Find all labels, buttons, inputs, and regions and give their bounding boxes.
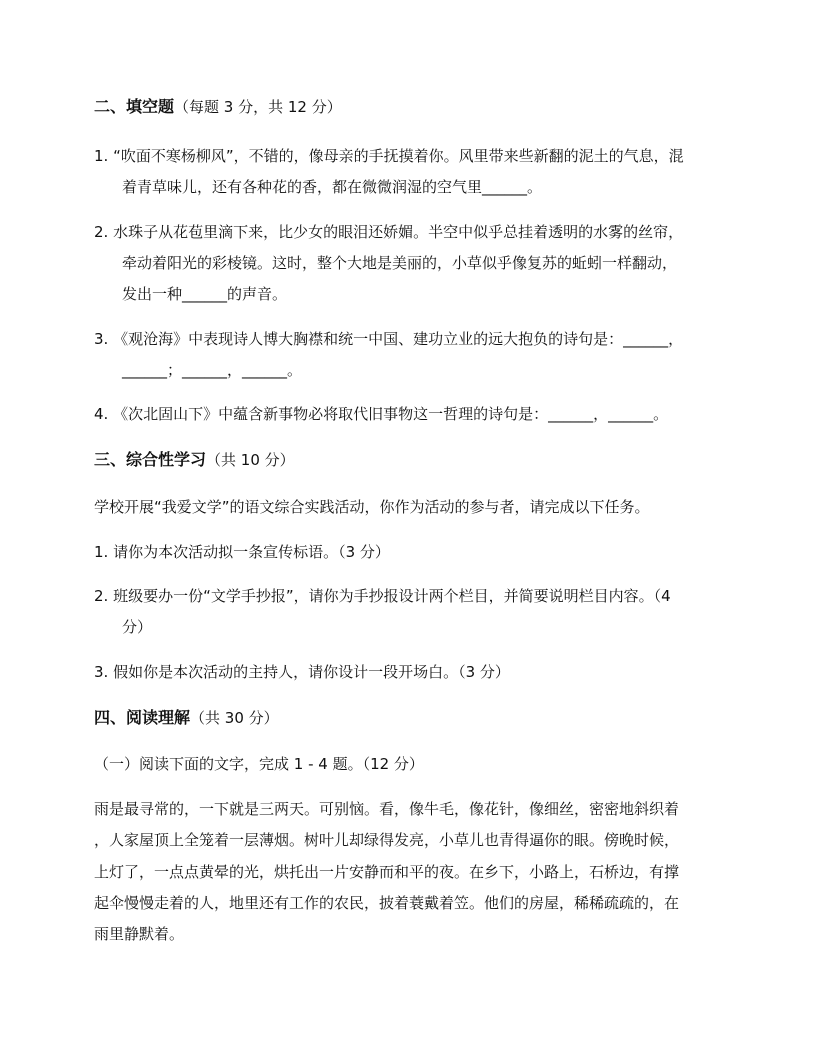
s2-q1-line1: 1. “吹面不寒杨柳风”，不错的，像母亲的手抚摸着你。风里带来些新翻的泥土的气息，混	[94, 147, 684, 165]
s3-q2-line2: 分）	[122, 618, 153, 636]
s2-q3-line1: 3. 《观沧海》中表现诗人博大胸襟和统一中国、建功立业的远大抱负的诗句是：______，	[94, 330, 684, 348]
s2-q2-line1: 2. 水珠子从花苞里滴下来，比少女的眼泪还娇媚。半空中似乎总挂着透明的水雾的丝帘，	[94, 223, 684, 241]
s2-q3-line2: ______；______，______。	[122, 361, 303, 379]
s2-q2-line2: 牵动着阳光的彩棱镜。这时，整个大地是美丽的，小草似乎像复苏的蚯蚓一样翻动，	[122, 254, 678, 272]
passage-line-1: 雨是最寻常的，一下就是三两天。可别恼。看，像牛毛，像花针，像细丝，密密地斜织着	[94, 800, 680, 818]
s3-q2-line1: 2. 班级要办一份“文学手抄报”，请你为手抄报设计两个栏目，并简要说明栏目内容。（4	[94, 587, 671, 605]
s2-q2-line3: 发出一种______的声音。	[122, 285, 288, 303]
s4-part1-instruction: （一）阅读下面的文字，完成 1 - 4 题。（12 分）	[94, 755, 424, 773]
section4-heading	[94, 708, 734, 728]
passage-line-4: 起伞慢慢走着的人，地里还有工作的农民，披着蓑戴着笠。他们的房屋，稀稀疏疏的，在	[94, 894, 680, 912]
passage-line-5: 雨里静默着。	[94, 925, 185, 943]
section3-title: 三、综合性学习	[94, 450, 207, 469]
s2-q1-line2: 着青草味儿，还有各种花的香，都在微微润湿的空气里______。	[122, 178, 543, 196]
section4-note: （共 30 分）	[190, 709, 279, 727]
section3-note: （共 10 分）	[206, 451, 295, 469]
section2-title: 二、填空题	[94, 97, 175, 116]
section2-note: （每题 3 分，共 12 分）	[174, 98, 342, 116]
passage-line-2: ，人家屋顶上全笼着一层薄烟。树叶儿却绿得发亮，小草儿也青得逼你的眼。傍晚时候，	[94, 831, 680, 849]
passage-line-3: 上灯了，一点点黄晕的光，烘托出一片安静而和平的夜。在乡下，小路上，石桥边，有撑	[94, 863, 680, 881]
section3-heading	[94, 450, 734, 470]
s3-q3-line1: 3. 假如你是本次活动的主持人，请你设计一段开场白。（3 分）	[94, 663, 510, 681]
s3-intro: 学校开展“我爱文学”的语文综合实践活动，你作为活动的参与者，请完成以下任务。	[94, 498, 650, 516]
s3-q1-line1: 1. 请你为本次活动拟一条宣传标语。（3 分）	[94, 543, 390, 561]
s2-q4-line1: 4. 《次北固山下》中蕴含新事物必将取代旧事物这一哲理的诗句是：______，______。	[94, 405, 669, 423]
section2-heading	[94, 97, 734, 117]
section4-title: 四、阅读理解	[94, 708, 191, 727]
